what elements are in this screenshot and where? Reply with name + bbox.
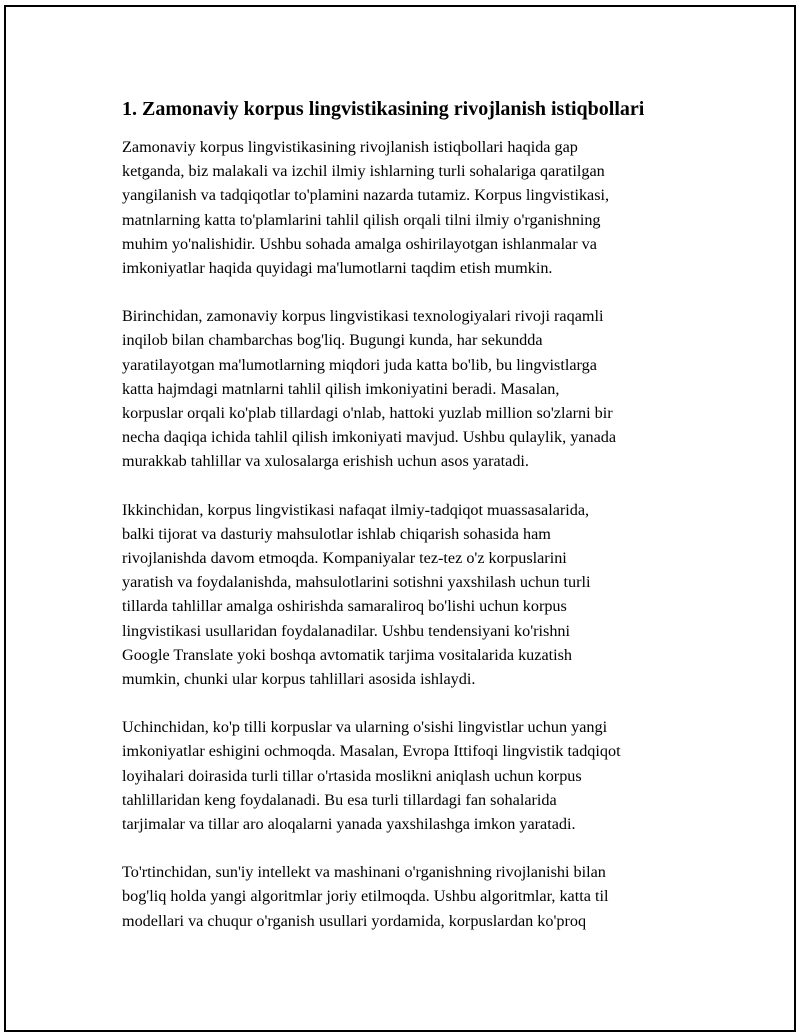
text-line: necha daqiqa ichida tahlil qilish imkoniyati mavjud. Ushbu qulaylik, yanada: [122, 428, 617, 447]
text-line: To'rtinchidan, sun'iy intellekt va mashinani o'rganishning rivojlanishi bilan: [122, 863, 606, 882]
text-line: katta hajmdagi matnlarni tahlil qilish imkoniyatini beradi. Masalan,: [122, 379, 560, 398]
text-line: yangilanish va tadqiqotlar to'plamini nazarda tutamiz. Korpus lingvistikasi,: [122, 186, 610, 205]
text-line: loyihalari doirasida turli tillar o'rtasida moslikni aniqlash uchun korpus: [122, 766, 582, 785]
text-line: Birinchidan, zamonaviy korpus lingvistikasi texnologiyalari rivoji raqamli: [122, 307, 604, 326]
text-line: inqilob bilan chambarchas bog'liq. Bugungi kunda, har sekundda: [122, 331, 543, 350]
text-line: Ikkinchidan, korpus lingvistikasi nafaqat ilmiy-tadqiqot muassasalarida,: [122, 500, 590, 519]
text-line: balki tijorat va dasturiy mahsulotlar ishlab chiqarish sohasida ham: [122, 524, 551, 543]
text-line: Google Translate yoki boshqa avtomatik tarjima vositalarida kuzatish: [122, 645, 573, 664]
text-line: yaratilayotgan ma'lumotlarning miqdori juda katta bo'lib, bu lingvistlarga: [122, 355, 597, 374]
text-line: tillarda tahlillar amalga oshirishda samaraliroq bo'lishi uchun korpus: [122, 597, 567, 616]
text-line: rivojlanishda davom etmoqda. Kompaniyalar tez-tez o'z korpuslarini: [122, 549, 567, 568]
text-line: ketganda, biz malakali va izchil ilmiy ishlarning turli sohalariga qaratilgan: [122, 162, 605, 181]
text-line: tarjimalar va tillar aro aloqalarni yanada yaxshilashga imkon yaratadi.: [122, 815, 576, 834]
section-title: 1. Zamonaviy korpus lingvistikasining rivojlanish istiqbollari: [122, 98, 645, 120]
text-line: yaratish va foydalanishda, mahsulotlarini sotishni yaxshilash uchun turli: [122, 573, 591, 592]
text-line: matnlarning katta to'plamlarini tahlil qilish orqali tilni ilmiy o'rganishning: [122, 210, 601, 229]
paragraph-third: [122, 715, 697, 836]
text-line: imkoniyatlar haqida quyidagi ma'lumotlarni taqdim etish mumkin.: [122, 259, 553, 278]
text-line: tahlillaridan keng foydalanadi. Bu esa turli tillardagi fan sohalarida: [122, 790, 557, 809]
text-line: lingvistikasi usullaridan foydalanadilar. Ushbu tendensiyani ko'rishni: [122, 621, 571, 640]
page-frame: [4, 5, 796, 1032]
text-line: imkoniyatlar eshigini ochmoqda. Masalan, Evropa Ittifoqi lingvistik tadqiqot: [122, 742, 621, 761]
paragraph-second: [122, 498, 697, 692]
paragraph-fourth: [122, 860, 697, 933]
text-line: muhim yo'nalishidir. Ushbu sohada amalga oshirilayotgan ishlanmalar va: [122, 234, 597, 253]
text-line: mumkin, chunki ular korpus tahlillari asosida ishlaydi.: [122, 670, 476, 689]
document-body: [122, 95, 697, 957]
paragraph-first: [122, 304, 697, 473]
text-line: murakkab tahlillar va xulosalarga erishish uchun asos yaratadi.: [122, 452, 529, 471]
text-line: Uchinchidan, ko'p tilli korpuslar va ularning o'sishi lingvistlar uchun yangi: [122, 718, 608, 737]
text-line: bog'liq holda yangi algoritmlar joriy etilmoqda. Ushbu algoritmlar, katta til: [122, 887, 609, 906]
text-line: modellari va chuqur o'rganish usullari yordamida, korpuslardan ko'proq: [122, 911, 587, 930]
text-line: korpuslar orqali ko'plab tillardagi o'nlab, hattoki yuzlab million so'zlarni bir: [122, 404, 613, 423]
paragraph-intro: [122, 135, 697, 280]
text-line: Zamonaviy korpus lingvistikasining rivojlanish istiqbollari haqida gap: [122, 138, 578, 156]
